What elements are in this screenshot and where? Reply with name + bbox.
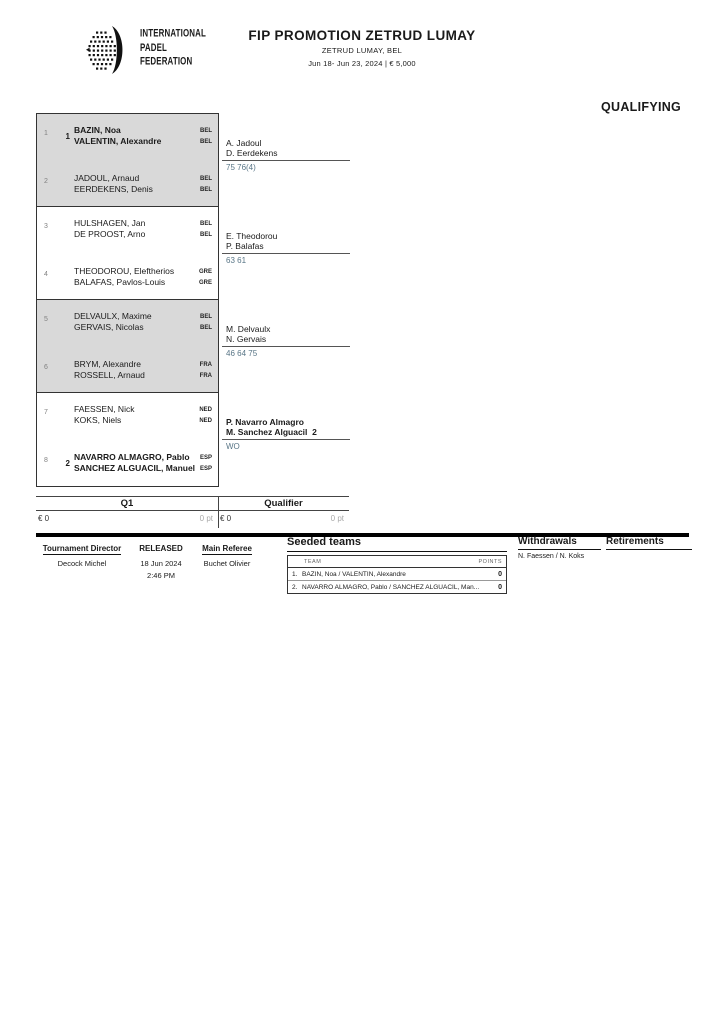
team-row-5 (37, 311, 218, 333)
page-title: FIP PROMOTION ZETRUD LUMAY (248, 28, 476, 43)
draw-position: 8 (44, 457, 48, 464)
seeded-teams-title: Seeded teams (287, 536, 507, 552)
main-referee-label: Main Referee (202, 544, 252, 553)
released-time: 2:46 PM (147, 571, 175, 580)
column-header-team: TEAM (304, 558, 322, 565)
match-1-winner: A. Jadoul D. Eerdekens 75 76(4) (222, 138, 350, 172)
main-referee-block (191, 538, 263, 568)
draw-position: 1 (44, 130, 48, 137)
round-prize: € 0 (220, 514, 232, 523)
team-countries: BEL BEL (200, 176, 212, 193)
event-location: ZETRUD LUMAY, BEL (321, 46, 403, 55)
table-row: 1. BAZIN, Noa / VALENTIN, Alexandre 0 (288, 568, 506, 581)
tournament-director-name: Decock Michel (57, 559, 107, 568)
event-dates-prize: Jun 18- Jun 23, 2024 | € 5,000 (308, 59, 416, 68)
draw-position: 7 (44, 409, 48, 416)
team-players: HULSHAGEN, Jan DE PROOST, Arno (74, 218, 146, 239)
team-countries: ESP ESP (199, 455, 212, 472)
withdrawals-entries: N. Faessen / N. Koks (518, 552, 585, 560)
draw-position: 2 (44, 178, 48, 185)
ipf-logo-icon (86, 25, 133, 75)
match-score: 75 76(4) (226, 163, 256, 172)
team-players: BAZIN, Noa VALENTIN, Alexandre (74, 125, 162, 146)
draw-position: 5 (44, 316, 48, 323)
team-countries: FRA FRA (199, 362, 212, 379)
round-label-qualifier: Qualifier (264, 498, 303, 509)
main-referee-name: Buchet Olivier (203, 559, 251, 568)
round-summary-strip (36, 496, 349, 528)
team-countries: BEL BEL (200, 128, 212, 145)
match-score: 46 64 75 (226, 349, 258, 358)
match-2-winner: E. Theodorou P. Balafas 63 61 (222, 231, 350, 265)
seed-number: 2 (65, 459, 70, 468)
round-prize: € 0 (38, 514, 50, 523)
released-label: RELEASED (139, 544, 183, 553)
team-countries: BEL BEL (200, 314, 212, 331)
match-3-winner: M. Delvaulx N. Gervais 46 64 75 (222, 324, 350, 358)
match-4-winner: P. Navarro Almagro M. Sanchez Alguacil 2 WO (222, 417, 350, 451)
logo-wordmark: INTERNATIONAL PADEL FEDERATION (140, 27, 206, 68)
round-points: 0 pt (199, 514, 213, 523)
match-score: WO (226, 442, 240, 451)
team-row-8 (37, 452, 218, 474)
draw-position: 3 (44, 223, 48, 230)
team-players: BRYM, Alexandre ROSSELL, Arnaud (74, 359, 145, 380)
draw-position: 6 (44, 364, 48, 371)
team-players: JADOUL, Arnaud EERDEKENS, Denis (74, 173, 153, 194)
round-divider (218, 497, 219, 528)
released-date: 18 Jun 2024 (140, 559, 182, 568)
seed-number: 1 (65, 132, 70, 141)
match-group-4 (37, 393, 218, 486)
qualifying-bracket (36, 113, 219, 487)
section-label-qualifying: QUALIFYING (601, 100, 682, 114)
team-row-1 (37, 125, 218, 147)
tournament-director-label: Tournament Director (42, 544, 122, 553)
ipf-logo-dots (89, 32, 116, 70)
team-countries: NED NED (199, 407, 212, 424)
team-players: DELVAULX, Maxime GERVAIS, Nicolas (74, 311, 152, 332)
match-group-1 (37, 114, 218, 207)
round-points: 0 pt (330, 514, 344, 523)
match-group-2 (37, 207, 218, 300)
tournament-director-block (38, 538, 126, 568)
round-label-q1: Q1 (120, 498, 134, 509)
team-row-3 (37, 218, 218, 240)
released-block (128, 538, 194, 580)
team-row-6 (37, 359, 218, 381)
table-row: 2. NAVARRO ALMAGRO, Pablo / SANCHEZ ALGUACIL, Man... 0 (292, 583, 502, 591)
seeded-teams-table (287, 555, 507, 594)
retirements-section (606, 536, 692, 550)
team-players: THEODOROU, Eleftherios BALAFAS, Pavlos-Louis (74, 266, 175, 287)
seeded-teams-section (287, 536, 507, 594)
team-countries: BEL BEL (200, 221, 212, 238)
withdrawals-title: Withdrawals (518, 536, 601, 550)
team-players: FAESSEN, Nick KOKS, Niels (74, 404, 135, 425)
team-row-7 (37, 404, 218, 426)
retirements-title: Retirements (606, 536, 692, 550)
team-row-2 (37, 173, 218, 195)
team-row-4 (37, 266, 218, 288)
match-group-3 (37, 300, 218, 393)
draw-position: 4 (44, 271, 48, 278)
withdrawals-section (518, 536, 601, 560)
match-score: 63 61 (226, 256, 247, 265)
team-countries: GRE GRE (198, 269, 212, 286)
column-header-points: POINTS (478, 558, 502, 565)
team-players: NAVARRO ALMAGRO, Pablo SANCHEZ ALGUACIL, Manuel (74, 452, 196, 473)
